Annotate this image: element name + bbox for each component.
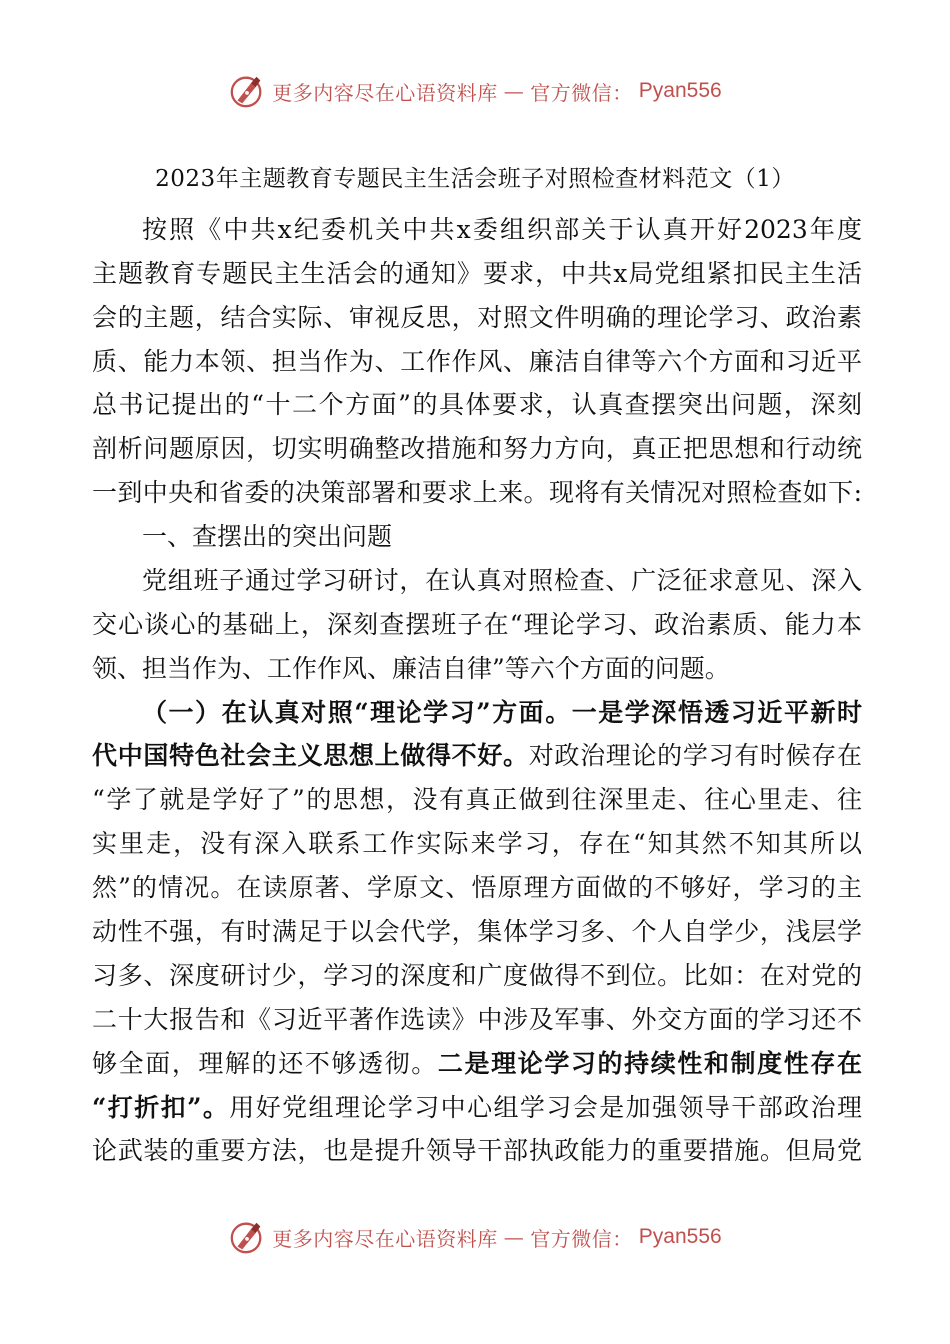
- text-segment: 交心谈心的基础上，深刻查摆班子在“理论学习、政治素质、能力本: [92, 610, 862, 639]
- text-segment: 动性不强，有时满足于以会代学，集体学习多、个人自学少，浅层学: [92, 917, 862, 946]
- footer-banner: [0, 1212, 950, 1262]
- bold-text-segment: 代中国特色社会主义思想上做得不好。: [92, 741, 529, 770]
- body-line: [92, 431, 862, 467]
- body-line: [92, 1002, 862, 1038]
- text-segment: 论武装的重要方法，也是提升领导干部执政能力的重要措施。但局党: [92, 1136, 862, 1165]
- text-segment: 实里走，没有深入联系工作实际来学习，存在“知其然不知其所以: [92, 829, 862, 858]
- fountain-pen-logo-icon: [228, 1218, 266, 1256]
- text-segment: 对政治理论的学习有时候存在: [528, 741, 862, 770]
- text-segment: 剖析问题原因，切实明确整改措施和努力方向，真正把思想和行动统: [92, 434, 862, 463]
- body-line: [142, 212, 862, 248]
- body-line: [92, 914, 862, 950]
- banner-slogan: 更多内容尽在心语资料库: [272, 80, 498, 105]
- text-segment: 按照《中共x纪委机关中共x委组织部关于认真开好2023年度: [142, 215, 862, 244]
- body-line: [92, 607, 862, 643]
- fountain-pen-logo-icon: [228, 72, 266, 110]
- body-line: [92, 300, 862, 336]
- body-line: [92, 738, 862, 774]
- text-segment: 会的主题，结合实际、审视反思，对照文件明确的理论学习、政治素: [92, 303, 862, 332]
- document-title: 2023年主题教育专题民主生活会班子对照检查材料范文（1）: [155, 166, 795, 192]
- body-line: [142, 563, 862, 599]
- text-segment: 用好党组理论学习中心组学习会是加强领导干部政治理: [229, 1093, 862, 1122]
- bold-text-segment: “打折扣”。: [92, 1093, 230, 1122]
- text-segment: 领、担当作为、工作作风、廉洁自律”等六个方面的问题。: [92, 654, 730, 683]
- text-segment: 质、能力本领、担当作为、工作作风、廉洁自律等六个方面和习近平: [92, 347, 862, 376]
- text-segment: 够全面，理解的还不够透彻。: [92, 1049, 438, 1078]
- body-line: [92, 651, 862, 687]
- body-line: [92, 1046, 862, 1082]
- body-line: [92, 958, 862, 994]
- banner-wechat-id: Pyan556: [638, 1225, 722, 1248]
- section-heading: [142, 519, 862, 555]
- text-segment: 然”的情况。在读原著、学原文、悟原理方面做的不够好，学习的主: [92, 873, 862, 902]
- text-segment: “学了就是学好了”的思想，没有真正做到往深里走、往心里走、往: [92, 785, 862, 814]
- text-segment: 习多、深度研讨少，学习的深度和广度做得不到位。比如：在对党的: [92, 961, 862, 990]
- body-line: [92, 1133, 862, 1169]
- banner-official-label: 官方微信：: [530, 80, 633, 105]
- header-banner: [0, 66, 950, 116]
- body-line: [92, 1090, 862, 1126]
- text-segment: 党组班子通过学习研讨，在认真对照检查、广泛征求意见、深入: [142, 566, 862, 595]
- text-segment: 总书记提出的“十二个方面”的具体要求，认真查摆突出问题，深刻: [92, 390, 862, 419]
- banner-dash: —: [503, 1225, 525, 1249]
- body-line: [92, 256, 862, 292]
- body-line: [92, 870, 862, 906]
- banner-dash: —: [503, 79, 525, 103]
- banner-wechat-id: Pyan556: [638, 79, 722, 102]
- body-line: [92, 782, 862, 818]
- text-segment: 主题教育专题民主生活会的通知》要求，中共x局党组紧扣民主生活: [92, 259, 862, 288]
- text-segment: 二十大报告和《习近平著作选读》中涉及军事、外交方面的学习还不: [92, 1005, 862, 1034]
- subsection-heading: [142, 695, 862, 731]
- banner-official-label: 官方微信：: [530, 1226, 633, 1251]
- body-line: [92, 387, 862, 423]
- bold-text-segment: （一）在认真对照“理论学习”方面。一是学深悟透习近平新时: [142, 698, 862, 727]
- body-line: [92, 826, 862, 862]
- body-line: [92, 475, 862, 511]
- text-segment: 一到中央和省委的决策部署和要求上来。现将有关情况对照检查如下:: [92, 478, 862, 507]
- banner-slogan: 更多内容尽在心语资料库: [272, 1226, 498, 1251]
- text-segment: 一、查摆出的突出问题: [142, 522, 393, 551]
- body-line: [92, 344, 862, 380]
- bold-text-segment: 二是理论学习的持续性和制度性存在: [437, 1049, 862, 1078]
